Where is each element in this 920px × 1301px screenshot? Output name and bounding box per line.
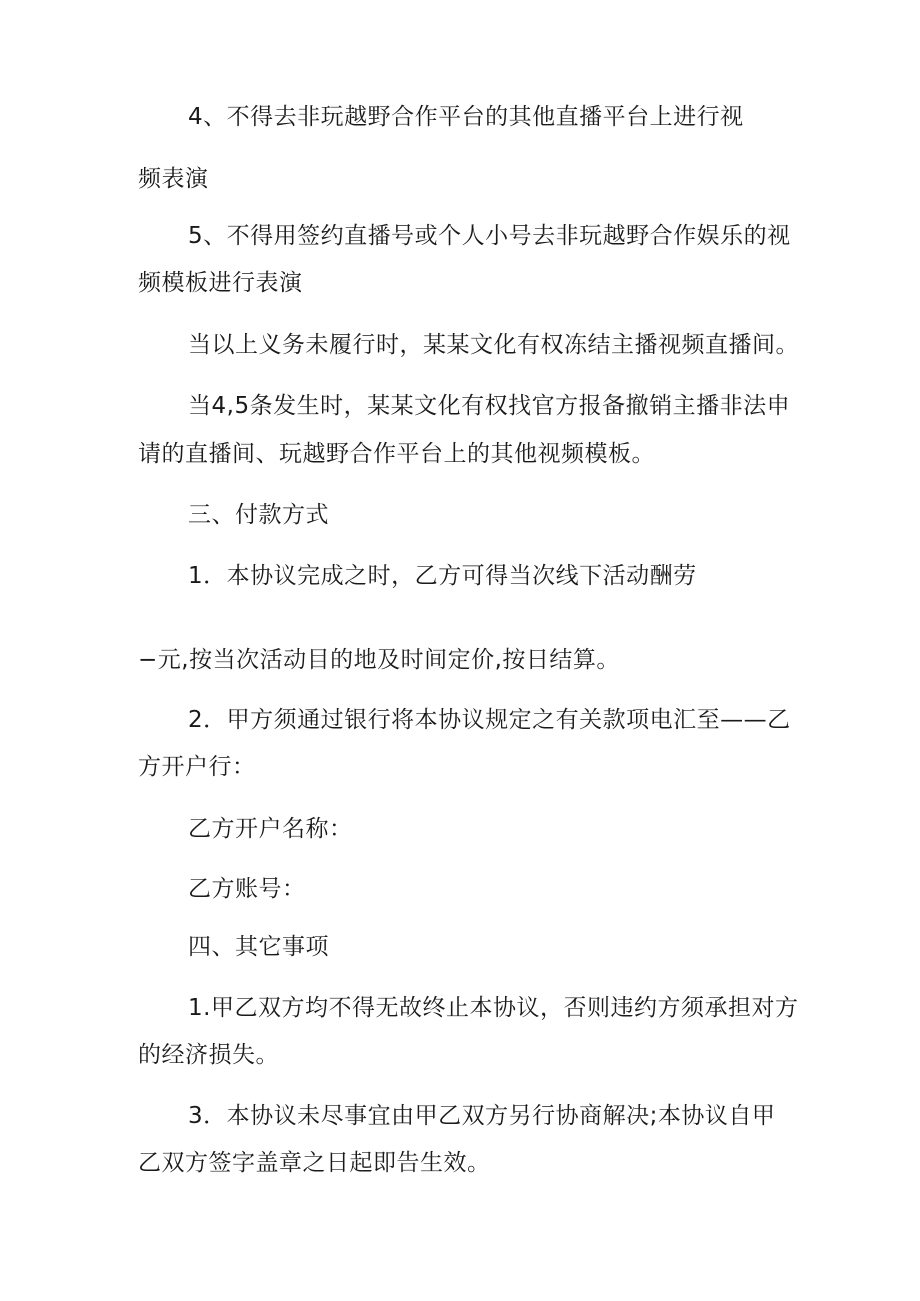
clause-4-line-1: 4、不得去非玩越野合作平台的其他直播平台上进行视 [188,104,744,130]
obligation-penalty-text: 当以上义务未履行时，某某文化有权冻结主播视频直播间。 [188,332,799,358]
clause-45-penalty-line-1: 当4,5条发生时，某某文化有权找官方报备撤销主播非法申 [188,393,791,419]
payment-item-1-line-2: −元,按当次活动目的地及时间定价,按日结算。 [138,647,620,673]
payment-item-2-line-2: 方开户行： [138,754,256,780]
clause-5-line-2: 频模板进行表演 [138,270,303,296]
other-item-1-line-1: 1.甲乙双方均不得无故终止本协议，否则违约方须承担对方 [188,995,799,1021]
other-item-3-line-2: 乙双方签字盖章之日起即告生效。 [138,1150,491,1176]
account-number-label: 乙方账号： [188,876,306,902]
payment-item-2-line-1: 2．甲方须通过银行将本协议规定之有关款项电汇至——乙 [188,707,791,733]
section-heading-other: 四、其它事项 [188,934,329,960]
clause-4-line-2: 频表演 [138,166,209,192]
section-heading-payment: 三、付款方式 [188,502,329,528]
clause-5-line-1: 5、不得用签约直播号或个人小号去非玩越野合作娱乐的视 [188,223,791,249]
other-item-3-line-1: 3．本协议未尽事宜由甲乙双方另行协商解决;本协议自甲 [188,1103,776,1129]
account-name-label: 乙方开户名称： [188,816,353,842]
other-item-1-line-2: 的经济损失。 [138,1042,279,1068]
clause-45-penalty-line-2: 请的直播间、玩越野合作平台上的其他视频模板。 [138,441,655,467]
payment-item-1-line-1: 1．本协议完成之时，乙方可得当次线下活动酬劳 [188,563,697,589]
